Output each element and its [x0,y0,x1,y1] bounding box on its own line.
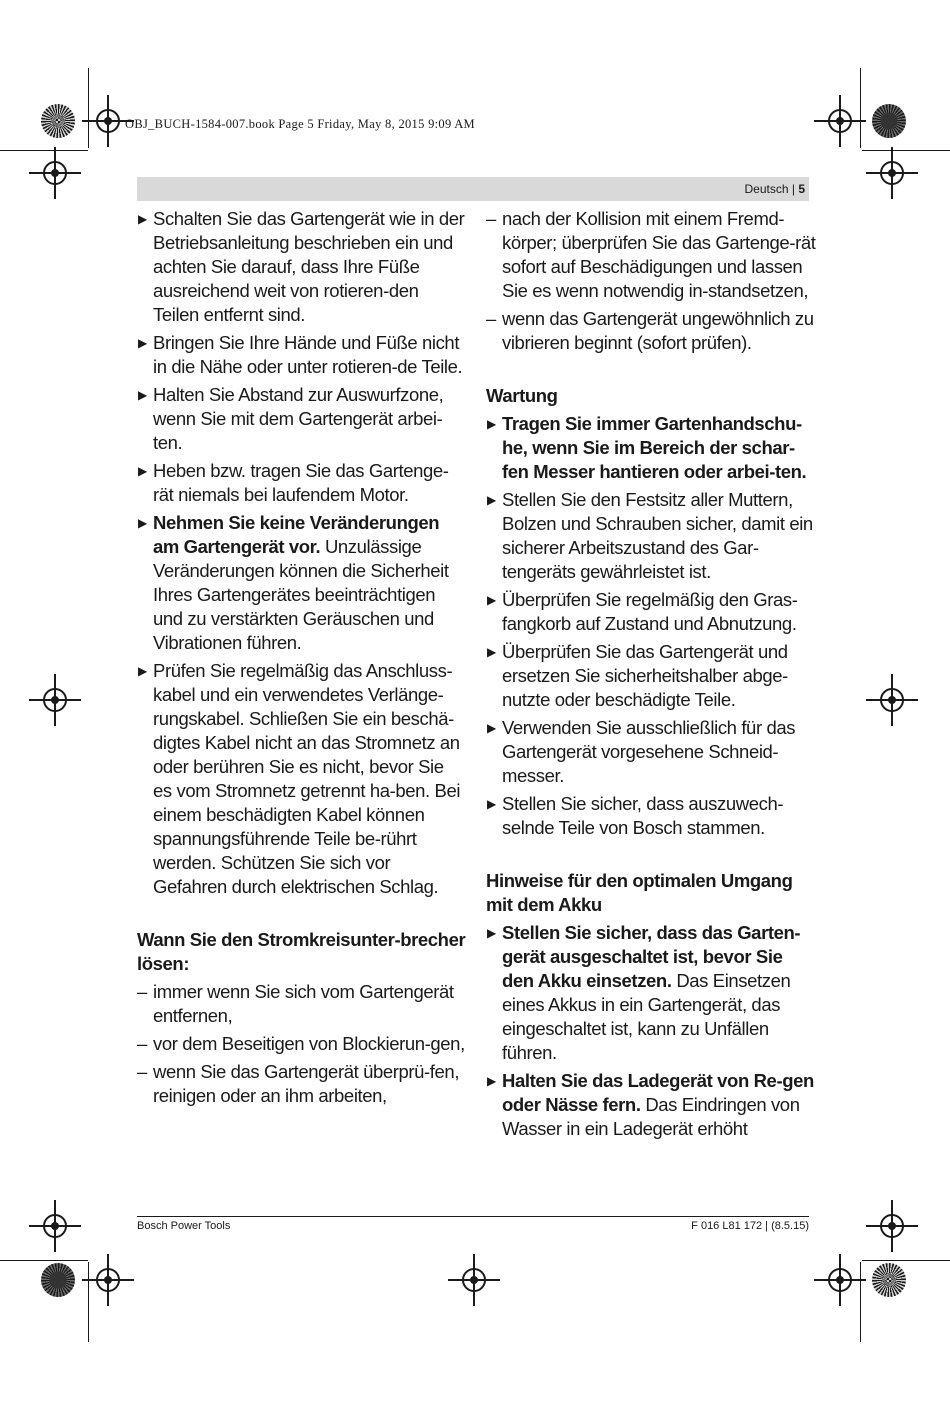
item-bold-text: Stellen Sie sicher, dass das Garten-gerät ausgeschaltet ist, bevor Sie den Akku einsetzen. [502,922,801,991]
footer-publisher: Bosch Power Tools [137,1220,231,1232]
safety-item [137,331,467,379]
page-number: 5 [798,182,805,196]
left-column [137,207,467,1112]
registration-mark-right-upper [880,161,904,185]
dash-item [137,1060,467,1108]
section-heading-battery: Hinweise für den optimalen Umgang mit dem Akku [486,870,793,915]
item-text: Stellen Sie den Festsitz aller Muttern, Bolzen und Schrauben sicher, damit ein sicherer Arbeitszustand des Gar-tengeräts gewährleistet ist. [502,489,813,582]
registration-mark-bottom-left [96,1268,120,1292]
bullet-arrow-icon: ▶ [138,336,147,350]
color-bar-star-bottom-left [41,1263,75,1297]
dash-item [137,980,467,1028]
maintenance-item [486,716,816,788]
registration-mark-left-middle [43,688,67,712]
section-heading-maintenance: Wartung [486,385,558,406]
dash-marker: – [486,208,496,229]
item-text: Bringen Sie Ihre Hände und Füße nicht in die Nähe oder unter rotieren-de Teile. [153,332,463,377]
bullet-arrow-icon: ▶ [138,664,147,678]
bullet-arrow-icon: ▶ [487,926,496,940]
registration-mark-top-right [828,109,852,133]
dash-item-text: wenn das Gartengerät ungewöhnlich zu vibrieren beginnt (sofort prüfen). [502,308,814,353]
right-column [486,207,816,1145]
bullet-arrow-icon: ▶ [487,645,496,659]
color-bar-star-top-left [41,104,75,138]
bullet-arrow-icon: ▶ [487,721,496,735]
item-text: Das Eindringen von Wasser in ein Ladegerät erhöht [502,1094,800,1139]
registration-mark-left-upper [43,161,67,185]
dash-item-text: vor dem Beseitigen von Blockierun-gen, [153,1033,465,1054]
dash-item [137,1032,467,1056]
registration-mark-right-middle [880,688,904,712]
item-text: Überprüfen Sie regelmäßig den Gras-fangkorb auf Zustand und Abnutzung. [502,589,798,634]
color-bar-star-top-right [872,104,906,138]
maintenance-item [486,588,816,636]
maintenance-item [486,488,816,584]
registration-mark-bottom-center [462,1268,486,1292]
item-text: Prüfen Sie regelmäßig das Anschluss-kabel und ein verwendetes Verlänge-rungskabel. Schließen Sie ein beschä-digtes Kabel nicht an das Stromnetz an oder berühren Sie es nicht, bevor Sie es vom Stromnetz getrennt ha-ben. Bei einem beschädigten Kabel können spannungsführende Teile be-rührt werden. Schützen Sie sich vor Gefahren durch elektrischen Schlag. [153,660,461,897]
bullet-arrow-icon: ▶ [487,593,496,607]
item-text: Halten Sie Abstand zur Auswurfzone, wenn Sie mit dem Gartengerät arbei-ten. [153,384,444,453]
safety-item [137,459,467,507]
item-bold-text: Tragen Sie immer Gartenhandschu-he, wenn Sie im Bereich der schar-fen Messer hantieren oder arbei-ten. [502,413,807,482]
safety-item [137,511,467,655]
item-bold-text: Nehmen Sie keine Veränderungen am Gartengerät vor. [153,512,440,557]
dash-item-text: wenn Sie das Gartengerät überprü-fen, reinigen oder an ihm arbeiten, [153,1061,460,1106]
registration-mark-top-left [96,109,120,133]
bullet-arrow-icon: ▶ [138,516,147,530]
registration-mark-left-lower [43,1214,67,1238]
section-heading-circuit-breaker: Wann Sie den Stromkreisunter-brecher lösen: [137,929,466,974]
safety-item [137,383,467,455]
item-text: Verwenden Sie ausschließlich für das Gartengerät vorgesehene Schneid-messer. [502,717,796,786]
color-bar-star-bottom-right [872,1263,906,1297]
dash-item [486,207,816,303]
safety-item [137,207,467,327]
dash-marker: – [137,981,147,1002]
item-text: Das Einsetzen eines Akkus in ein Gartengerät, das eingeschaltet ist, kann zu Unfällen führen. [502,970,791,1063]
maintenance-item [486,640,816,712]
bullet-arrow-icon: ▶ [138,212,147,226]
print-slug: OBJ_BUCH-1584-007.book Page 5 Friday, May 8, 2015 9:09 AM [125,117,475,131]
dash-marker: – [137,1033,147,1054]
bullet-arrow-icon: ▶ [487,417,496,431]
item-text: Überprüfen Sie das Gartengerät und ersetzen Sie sicherheitshalber abge-nutzte oder beschädigte Teile. [502,641,788,710]
bullet-arrow-icon: ▶ [138,464,147,478]
dash-marker: – [486,308,496,329]
maintenance-item [486,792,816,840]
bullet-arrow-icon: ▶ [487,1074,496,1088]
battery-item [486,921,816,1065]
bullet-arrow-icon: ▶ [487,797,496,811]
header-separator: | [788,182,799,196]
page-header-label [744,182,805,196]
dash-marker: – [137,1061,147,1082]
header-language: Deutsch [744,182,789,196]
bullet-arrow-icon: ▶ [487,493,496,507]
bullet-arrow-icon: ▶ [138,388,147,402]
footer-rule [137,1216,809,1217]
dash-item-text: nach der Kollision mit einem Fremd-körper; überprüfen Sie das Gartenge-rät sofort auf Beschädigungen und lassen Sie es wenn notwendig in-standsetzen, [502,208,816,301]
maintenance-item [486,412,816,484]
dash-item [486,307,816,355]
registration-mark-right-lower [880,1214,904,1238]
dash-item-text: immer wenn Sie sich vom Gartengerät entfernen, [153,981,454,1026]
safety-item [137,659,467,899]
item-text: Schalten Sie das Gartengerät wie in der Betriebsanleitung beschrieben ein und achten Sie darauf, dass Ihre Füße ausreichend weit von rotieren-den Teilen entfernt sind. [153,208,465,325]
item-bold-text: Halten Sie das Ladegerät von Re-gen oder Nässe fern. [502,1070,814,1115]
item-text: Unzulässige Veränderungen können die Sicherheit Ihres Gartengerätes beeinträchtigen und zu verstärkten Geräuschen und Vibrationen führen. [153,536,449,653]
footer-doc-number: F 016 L81 172 | (8.5.15) [691,1220,809,1232]
item-text: Heben bzw. tragen Sie das Gartenge-rät niemals bei laufendem Motor. [153,460,449,505]
page-header [137,177,809,201]
battery-item [486,1069,816,1141]
registration-mark-bottom-right [828,1268,852,1292]
item-text: Stellen Sie sicher, dass auszuwech-selnde Teile von Bosch stammen. [502,793,784,838]
